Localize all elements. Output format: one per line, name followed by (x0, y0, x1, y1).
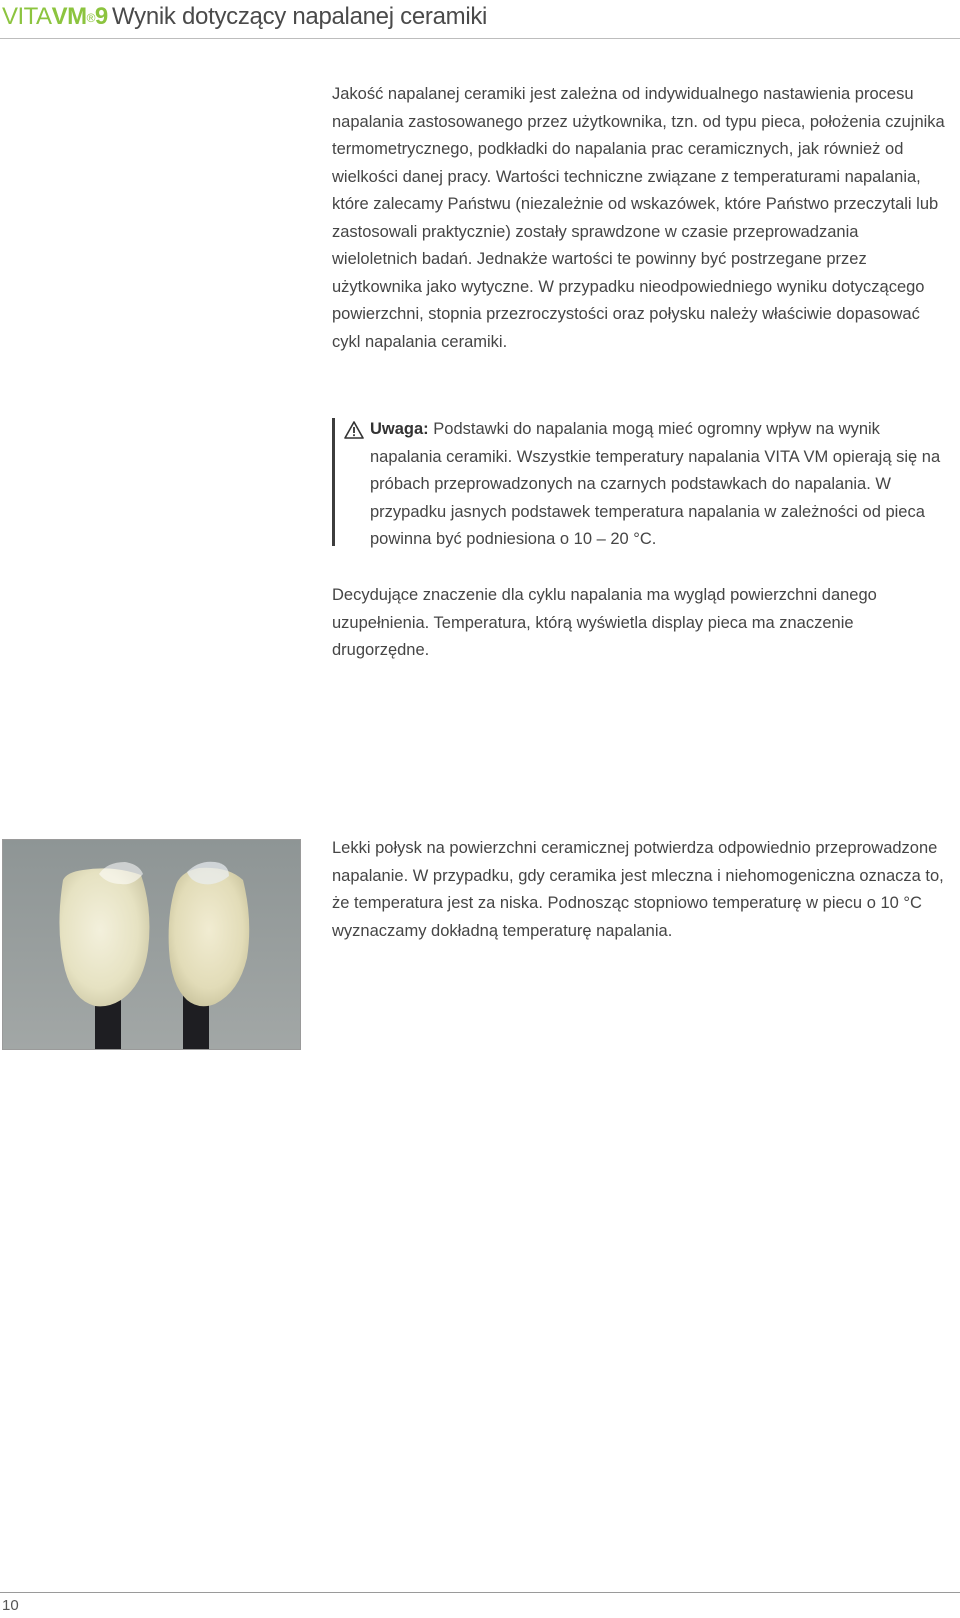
ceramic-crowns-illustration (3, 840, 300, 1049)
paragraph-gloss: Lekki połysk na powierzchni ceramicznej potwierdza odpowiednio przeprowadzone napalanie. W przypadku, gdy ceramika jest mleczna i niehomogeniczna oznacza to, że temperatura jest za niska. Podnosząc stopniowo temperaturę w piecu o 10 °C wyznaczamy dokładną temperaturę napalania. (332, 839, 944, 940)
note-text (370, 416, 948, 554)
warning-triangle-icon (344, 421, 364, 439)
brand-logo (2, 3, 108, 32)
paragraph-surface: Decydujące znaczenie dla cyklu napalania ma wygląd powierzchni danego uzupełnienia. Temperatura, którą wyświetla display pieca ma znaczenie drugorzędne. (332, 586, 877, 659)
brand-registered: ® (86, 11, 95, 25)
page-number: 10 (2, 1597, 19, 1614)
note-bar (332, 418, 335, 546)
paragraph-intro: Jakość napalanej ceramiki jest zależna od indywidualnego nastawienia procesu napalania zastosowanego przez użytkownika, tzn. od typu pieca, położenia czujnika termometrycznego, podkładki do napalania prac ceramicznych, jak również od wielkości danej pracy. Wartości techniczne związane z temperaturami napalania, które zalecamy Państwu (niezależnie od wskazówek, które Państwo przeczytali lub zastosowali praktycznie) zostały sprawdzone w czasie przeprowadzania wieloletnich badań. Jednakże wartości te powinny być postrzegane przez użytkownika jako wytyczne. W przypadku nieodpowiedniego wyniku dotyczącego powierzchni, stopnia przezroczystości oraz połysku należy właściwie dopasować cykl napalania ceramiki. (332, 85, 945, 351)
footer-divider (0, 1592, 960, 1593)
note-label: Uwaga: (370, 420, 429, 438)
ceramic-photo (2, 839, 301, 1050)
page-title: Wynik dotyczący napalanej ceramiki (112, 3, 488, 30)
page-header (0, 0, 960, 39)
brand-vita: VITA (2, 3, 52, 30)
brand-vm: VM (51, 3, 87, 30)
note-content: Podstawki do napalania mogą mieć ogromny wpływ na wynik napalania ceramiki. Wszystkie temperatury napalania VITA VM opierają się na próbach przeprowadzonych na czarnych podstawkach do napalania. W przypadku jasnych podstawek temperatura napalania w zależności od pieca powinna być podniesiona o 10 – 20 °C. (370, 420, 941, 548)
brand-nine: 9 (94, 3, 108, 30)
